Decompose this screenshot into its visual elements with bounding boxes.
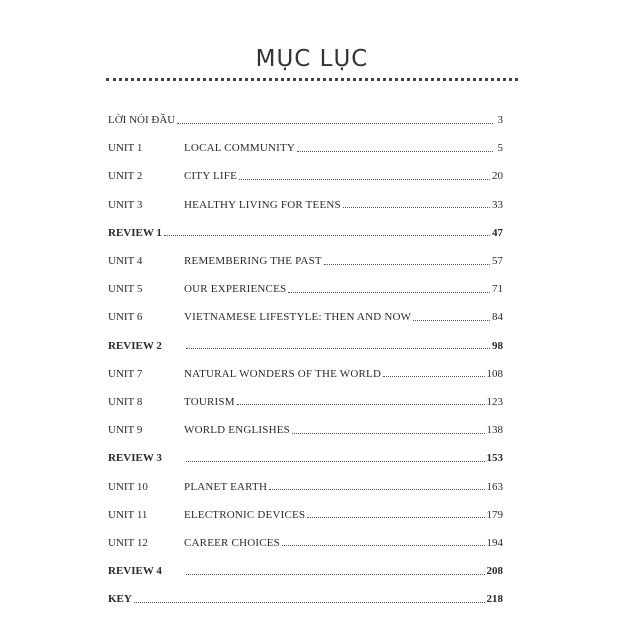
toc-entry-title: TOURISM <box>184 395 235 408</box>
toc-entry-page-number: 163 <box>486 480 503 493</box>
toc-entry-label: UNIT 11 <box>108 508 148 521</box>
toc-entry-page-number: 47 <box>492 226 503 239</box>
toc-entry-page-number: 20 <box>492 170 503 183</box>
toc-entry <box>108 585 503 613</box>
toc-dot-leader <box>282 545 484 546</box>
toc-entry-page-number: 33 <box>492 198 503 211</box>
toc-entry-page-number: 5 <box>497 142 503 155</box>
toc-entry-page-number: 108 <box>486 367 503 380</box>
toc-entry-title: OUR EXPERIENCES <box>184 283 287 296</box>
toc-entry-title: WORLD ENGLISHES <box>184 424 290 437</box>
toc-entry-page-number: 153 <box>486 452 503 465</box>
toc-dot-leader <box>324 264 490 265</box>
toc-entry-page-number: 194 <box>486 536 503 549</box>
toc-entry-title: NATURAL WONDERS OF THE WORLD <box>184 367 382 380</box>
toc-dot-leader <box>269 489 484 490</box>
toc-entry <box>108 388 503 416</box>
title-dotted-rule <box>106 78 518 81</box>
toc-entry-label: KEY <box>108 593 132 606</box>
toc-entry-label: UNIT 3 <box>108 198 143 211</box>
toc-entry-label: UNIT 5 <box>108 283 143 296</box>
toc-dot-leader <box>177 123 493 124</box>
toc-entry-title: HEALTHY LIVING FOR TEENS <box>184 198 341 211</box>
toc-entry-page-number: 123 <box>486 395 503 408</box>
toc-entry-label: UNIT 1 <box>108 142 143 155</box>
toc-entry <box>108 219 503 247</box>
toc-dot-leader <box>297 151 493 152</box>
toc-entry <box>108 106 503 134</box>
toc-entry <box>108 472 503 500</box>
toc-entry-page-number: 179 <box>486 508 503 521</box>
toc-entry-page-number: 71 <box>492 283 503 296</box>
toc-entry <box>108 275 503 303</box>
toc-entry <box>108 557 503 585</box>
toc-entry-page-number: 57 <box>492 255 503 268</box>
toc-entry-title: PLANET EARTH <box>184 480 268 493</box>
toc-entry-page-number: 98 <box>492 339 503 352</box>
toc-dot-leader <box>383 376 484 377</box>
toc-dot-leader <box>413 320 490 321</box>
toc-entry <box>108 191 503 219</box>
toc-entry <box>108 501 503 529</box>
toc-dot-leader <box>292 433 485 434</box>
toc-entry-label: UNIT 6 <box>108 311 143 324</box>
toc-entry <box>108 529 503 557</box>
toc-entry-title: REMEMBERING THE PAST <box>184 255 322 268</box>
toc-entry-label: UNIT 9 <box>108 424 143 437</box>
toc-dot-leader <box>288 292 490 293</box>
table-of-contents <box>108 106 503 613</box>
page-title: MỤC LỤC <box>255 46 369 72</box>
toc-entry-label: UNIT 12 <box>108 536 148 549</box>
toc-entry <box>108 416 503 444</box>
toc-entry-title: VIETNAMESE LIFESTYLE: THEN AND NOW <box>184 311 412 324</box>
toc-entry-label: REVIEW 1 <box>108 226 162 239</box>
toc-entry <box>108 444 503 472</box>
toc-dot-leader <box>237 404 485 405</box>
toc-entry-title: CITY LIFE <box>184 170 238 183</box>
toc-dot-leader <box>186 574 485 575</box>
toc-entry <box>108 360 503 388</box>
toc-entry-label: REVIEW 2 <box>108 339 162 352</box>
toc-dot-leader <box>164 235 490 236</box>
toc-entry <box>108 332 503 360</box>
toc-entry-label: UNIT 8 <box>108 395 143 408</box>
toc-entry-label: REVIEW 4 <box>108 565 162 578</box>
toc-entry-page-number: 3 <box>497 114 503 127</box>
toc-dot-leader <box>343 207 490 208</box>
toc-entry-label: UNIT 2 <box>108 170 143 183</box>
toc-entry <box>108 134 503 162</box>
toc-entry <box>108 162 503 190</box>
toc-entry <box>108 303 503 331</box>
toc-dot-leader <box>134 602 485 603</box>
toc-entry-title: CAREER CHOICES <box>184 536 281 549</box>
toc-dot-leader <box>186 461 485 462</box>
toc-entry-label: UNIT 4 <box>108 255 143 268</box>
toc-entry-page-number: 208 <box>486 565 503 578</box>
toc-entry-label: UNIT 7 <box>108 367 143 380</box>
toc-dot-leader <box>307 517 484 518</box>
toc-entry <box>108 247 503 275</box>
toc-dot-leader <box>186 348 490 349</box>
toc-entry-page-number: 218 <box>486 593 503 606</box>
toc-entry-label: REVIEW 3 <box>108 452 162 465</box>
toc-dot-leader <box>239 179 490 180</box>
toc-entry-label: UNIT 10 <box>108 480 148 493</box>
toc-entry-page-number: 138 <box>486 424 503 437</box>
toc-entry-label: LỜI NÓI ĐẦU <box>108 114 176 127</box>
toc-entry-page-number: 84 <box>492 311 503 324</box>
toc-entry-title: ELECTRONIC DEVICES <box>184 508 306 521</box>
toc-entry-title: LOCAL COMMUNITY <box>184 142 296 155</box>
